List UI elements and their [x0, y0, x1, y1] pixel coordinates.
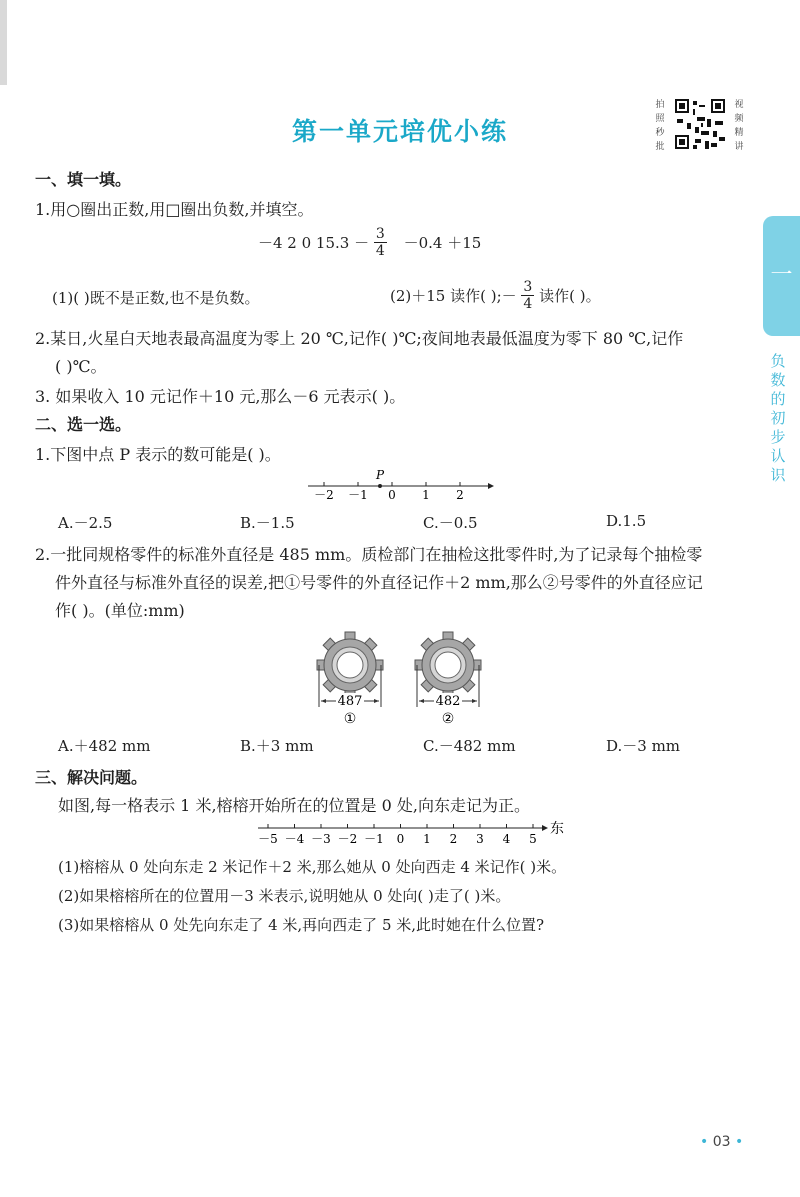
s3-q2: (2)如果榕榕所在的位置用－3 米表示,说明她从 0 处向( )走了( )米。	[58, 887, 511, 905]
number-list-a: －4 2 0 15.3 －	[258, 234, 370, 252]
part2-text-b: 读作( )。	[539, 287, 601, 305]
s1-q3: 3. 如果收入 10 元记作＋10 元,那么－6 元表示( )。	[35, 387, 406, 406]
s1-q1-prompt: 1.用○圈出正数,用□圈出负数,并填空。	[35, 200, 314, 219]
section-2-heading: 二、选一选。	[35, 415, 132, 434]
page-number-dot-left: •	[700, 1134, 709, 1150]
s3-q3: (3)如果榕榕从 0 处先向东走了 4 米,再向西走了 5 米,此时她在什么位置?	[58, 916, 545, 934]
part2-fraction-denominator: 4	[523, 296, 533, 312]
unit-tab-number: 一	[770, 263, 793, 288]
s3-intro: 如图,每一格表示 1 米,榕榕开始所在的位置是 0 处,向东走记为正。	[58, 796, 530, 815]
s2-q1-option-d[interactable]: D.1.5	[606, 512, 647, 530]
section-1-heading: 一、填一填。	[35, 170, 132, 189]
number-line-p-tick-label: 0	[388, 488, 396, 502]
page-number-value: 03	[712, 1134, 731, 1150]
number-line-east	[250, 816, 570, 850]
fraction-numerator: 3	[375, 226, 385, 242]
s1-q1-number-list	[258, 226, 481, 259]
page-number-dot-right: •	[735, 1134, 744, 1150]
section-3-heading: 三、解决问题。	[35, 768, 148, 787]
s1-q1-part2	[390, 279, 601, 312]
gear-1-icon	[317, 632, 383, 698]
number-line-east-label: 东	[550, 821, 564, 837]
qr-caption-right: 视频精讲	[734, 100, 744, 152]
number-line-east-tick-label: 1	[423, 832, 431, 846]
gear-figures	[310, 625, 490, 735]
point-p-marker	[378, 484, 382, 488]
number-line-p-tick-label: －1	[348, 488, 368, 502]
s2-q2-line3: 作( )。(单位:mm)	[55, 601, 185, 620]
number-line-east-tick-label: 3	[476, 832, 484, 846]
unit-name: 负数的初步认识	[770, 352, 786, 484]
gear-2-icon	[415, 632, 481, 698]
gear-2-label: ②	[441, 711, 455, 727]
s2-q1-prompt: 1.下图中点 P 表示的数可能是( )。	[35, 445, 281, 464]
page-edge	[0, 0, 7, 85]
number-line-east-tick-label: 4	[502, 832, 511, 846]
s2-q1-option-c[interactable]: C.－0.5	[423, 514, 478, 532]
s2-q2-option-b[interactable]: B.＋3 mm	[240, 737, 314, 755]
page-number	[700, 1134, 743, 1150]
s2-q1-option-a[interactable]: A.－2.5	[58, 514, 113, 532]
point-p-label: P	[376, 468, 385, 482]
gear-1-label: ①	[343, 711, 357, 727]
number-line-east-tick-label: －4	[284, 832, 305, 846]
number-line-p-tick-label: －2	[314, 488, 334, 502]
part2-fraction	[521, 279, 534, 312]
s2-q1-option-b[interactable]: B.－1.5	[240, 514, 295, 532]
fraction	[374, 226, 387, 259]
number-line-p-arrow	[488, 483, 494, 489]
part2-text-a: (2)＋15 读作( );－	[390, 287, 517, 305]
number-line-east-tick-label: －5	[258, 832, 278, 846]
number-line-p	[300, 466, 500, 506]
s2-q2-option-a[interactable]: A.＋482 mm	[58, 737, 151, 755]
number-line-p-tick-label: 1	[422, 488, 430, 502]
number-line-east-tick-label: 0	[396, 832, 405, 846]
fraction-denominator: 4	[375, 243, 385, 259]
s3-q1: (1)榕榕从 0 处向东走 2 米记作＋2 米,那么她从 0 处向西走 4 米记作( )米。	[58, 858, 567, 876]
s1-q1-part1: (1)( )既不是正数,也不是负数。	[52, 289, 260, 307]
qr-caption-left: 拍照秒批	[655, 100, 665, 152]
s2-q2-option-c[interactable]: C.－482 mm	[423, 737, 516, 755]
gear-2-diameter: 482	[435, 694, 461, 709]
s1-q2-line2: ( )℃。	[55, 357, 107, 376]
number-line-east-tick-label: －2	[337, 832, 358, 846]
page-title: 第一单元培优小练	[291, 117, 508, 146]
s2-q2-option-d[interactable]: D.－3 mm	[606, 737, 681, 755]
number-line-east-tick-label: 5	[529, 832, 537, 846]
number-line-p-tick-label: 2	[456, 488, 464, 502]
gear-1-diameter: 487	[337, 694, 363, 709]
qr-code-icon[interactable]	[673, 97, 727, 151]
number-line-east-tick-label: 2	[449, 832, 458, 846]
part2-fraction-numerator: 3	[523, 279, 533, 295]
s2-q2-line2: 件外直径与标准外直径的误差,把①号零件的外直径记作＋2 mm,那么②号零件的外直径应记	[55, 573, 703, 592]
number-list-b: －0.4 ＋15	[403, 234, 482, 252]
s1-q2-line1: 2.某日,火星白天地表最高温度为零上 20 ℃,记作( )℃;夜间地表最低温度为零下 80 ℃,记作	[35, 329, 684, 348]
number-line-east-arrow	[542, 825, 548, 831]
number-line-east-tick-label: －3	[311, 832, 331, 846]
s2-q2-line1: 2.一批同规格零件的标准外直径是 485 mm。质检部门在抽检这批零件时,为了记录每个抽检零	[35, 545, 703, 564]
number-line-east-tick-label: －1	[364, 832, 384, 846]
